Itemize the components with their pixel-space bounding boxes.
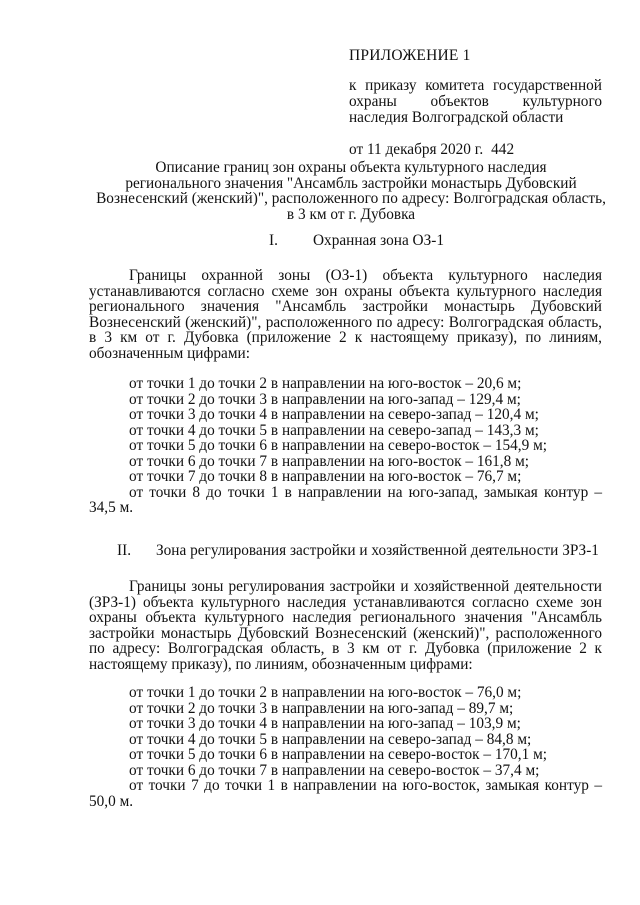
section-1-number: I. bbox=[269, 232, 278, 249]
section-1-title: Охранная зона ОЗ-1 bbox=[313, 232, 445, 249]
order-reference-line: наследия Волгоградской области bbox=[349, 109, 564, 126]
document-title-line: в 3 км от г. Дубовка bbox=[286, 205, 416, 223]
closing-line-tail: 50,0 м. bbox=[89, 792, 134, 810]
boundary-line-item-closing bbox=[89, 778, 602, 809]
boundary-line-item: от точки 4 до точки 5 в направлении на северо-запад – 84,8 м; bbox=[129, 730, 532, 748]
section-2-intro-text: Границы зоны регулирования застройки и хозяйственной деятельности (ЗРЗ-1) объекта культурного наследия устанавливаются согласно схеме зон охраны объекта культурного наследия регионального значения "Ансамбль застройки монастырь Дубовский Вознесенский (женский)", расположенного по адресу: Волгоградская область, в 3 км от г. Дубовка (приложение 2 к настоящему приказу), по линиям, обозначенным цифрами: bbox=[89, 578, 602, 673]
boundary-line-item: от точки 5 до точки 6 в направлении на северо-восток – 170,1 м; bbox=[129, 746, 548, 763]
order-reference-line: охраны объектов культурного bbox=[349, 93, 602, 110]
boundary-line-item: от точки 4 до точки 5 в направлении на северо-запад – 143,3 м; bbox=[129, 421, 539, 439]
boundary-line-item: от точки 7 до точки 8 в направлении на юго-восток – 76,7 м; bbox=[129, 468, 522, 485]
order-date-line bbox=[349, 142, 602, 158]
boundary-line-item: от точки 1 до точки 2 в направлении на юго-восток – 76,0 м; bbox=[129, 684, 522, 701]
appendix-header bbox=[349, 48, 602, 158]
document-title-line: Описание границ зон охраны объекта культурного наследия bbox=[155, 159, 547, 176]
section-1-heading bbox=[269, 233, 444, 249]
closing-line-text: от точки 8 до точки 1 в направлении на юго-запад, замыкая контур – bbox=[129, 483, 602, 501]
boundary-line-item: от точки 1 до точки 2 в направлении на юго-восток – 20,6 м; bbox=[129, 375, 522, 392]
boundary-line-item: от точки 2 до точки 3 в направлении на юго-запад – 89,7 м; bbox=[129, 699, 514, 717]
section-2-number: II. bbox=[117, 542, 132, 559]
section-1-intro-text: Границы охранной зоны (ОЗ-1) объекта культурного наследия устанавливаются согласно схеме зон охраны объекта культурного наследия регионального значения "Ансамбль застройки монастырь Дубовский Вознесенский (женский)", расположенного по адресу: Волгоградская область, в 3 км от г. Дубовка (приложение 2 к настоящему приказу), по линиям, обозначенным цифрами: bbox=[89, 267, 602, 362]
document-title-line: Вознесенский (женский)", расположенного по адресу: Волгоградская область, bbox=[96, 190, 606, 207]
section-1-intro bbox=[89, 268, 602, 361]
document-title bbox=[96, 160, 606, 222]
section-2-heading bbox=[117, 543, 599, 559]
boundary-line-item: от точки 2 до точки 3 в направлении на юго-запад – 129,4 м; bbox=[129, 390, 521, 408]
closing-line-tail: 34,5 м. bbox=[89, 499, 134, 516]
section-2-intro bbox=[89, 579, 602, 672]
document-title-line: регионального значения "Ансамбль застройки монастырь Дубовский bbox=[125, 174, 577, 192]
appendix-order-reference bbox=[349, 78, 602, 126]
boundary-line-item-closing bbox=[89, 485, 602, 516]
boundary-line-item: от точки 3 до точки 4 в направлении на юго-запад – 103,9 м; bbox=[129, 715, 521, 732]
section-1-boundary-list bbox=[89, 376, 602, 516]
appendix-title: ПРИЛОЖЕНИЕ 1 bbox=[349, 47, 471, 64]
section-2-title: Зона регулирования застройки и хозяйственной деятельности ЗРЗ-1 bbox=[156, 542, 599, 559]
order-date: от 11 декабря 2020 г. bbox=[349, 141, 484, 158]
closing-line-text: от точки 7 до точки 1 в направлении на юго-восток, замыкая контур – bbox=[129, 777, 602, 794]
boundary-line-item: от точки 3 до точки 4 в направлении на северо-запад – 120,4 м; bbox=[129, 406, 539, 423]
order-reference-line: к приказу комитета государственной bbox=[349, 77, 602, 94]
order-number: 442 bbox=[491, 141, 515, 158]
boundary-line-item: от точки 5 до точки 6 в направлении на северо-восток – 154,9 м; bbox=[129, 437, 548, 454]
boundary-line-item: от точки 6 до точки 7 в направлении на северо-восток – 37,4 м; bbox=[129, 761, 540, 779]
boundary-line-item: от точки 6 до точки 7 в направлении на юго-восток – 161,8 м; bbox=[129, 452, 530, 470]
section-2-boundary-list bbox=[89, 685, 602, 809]
